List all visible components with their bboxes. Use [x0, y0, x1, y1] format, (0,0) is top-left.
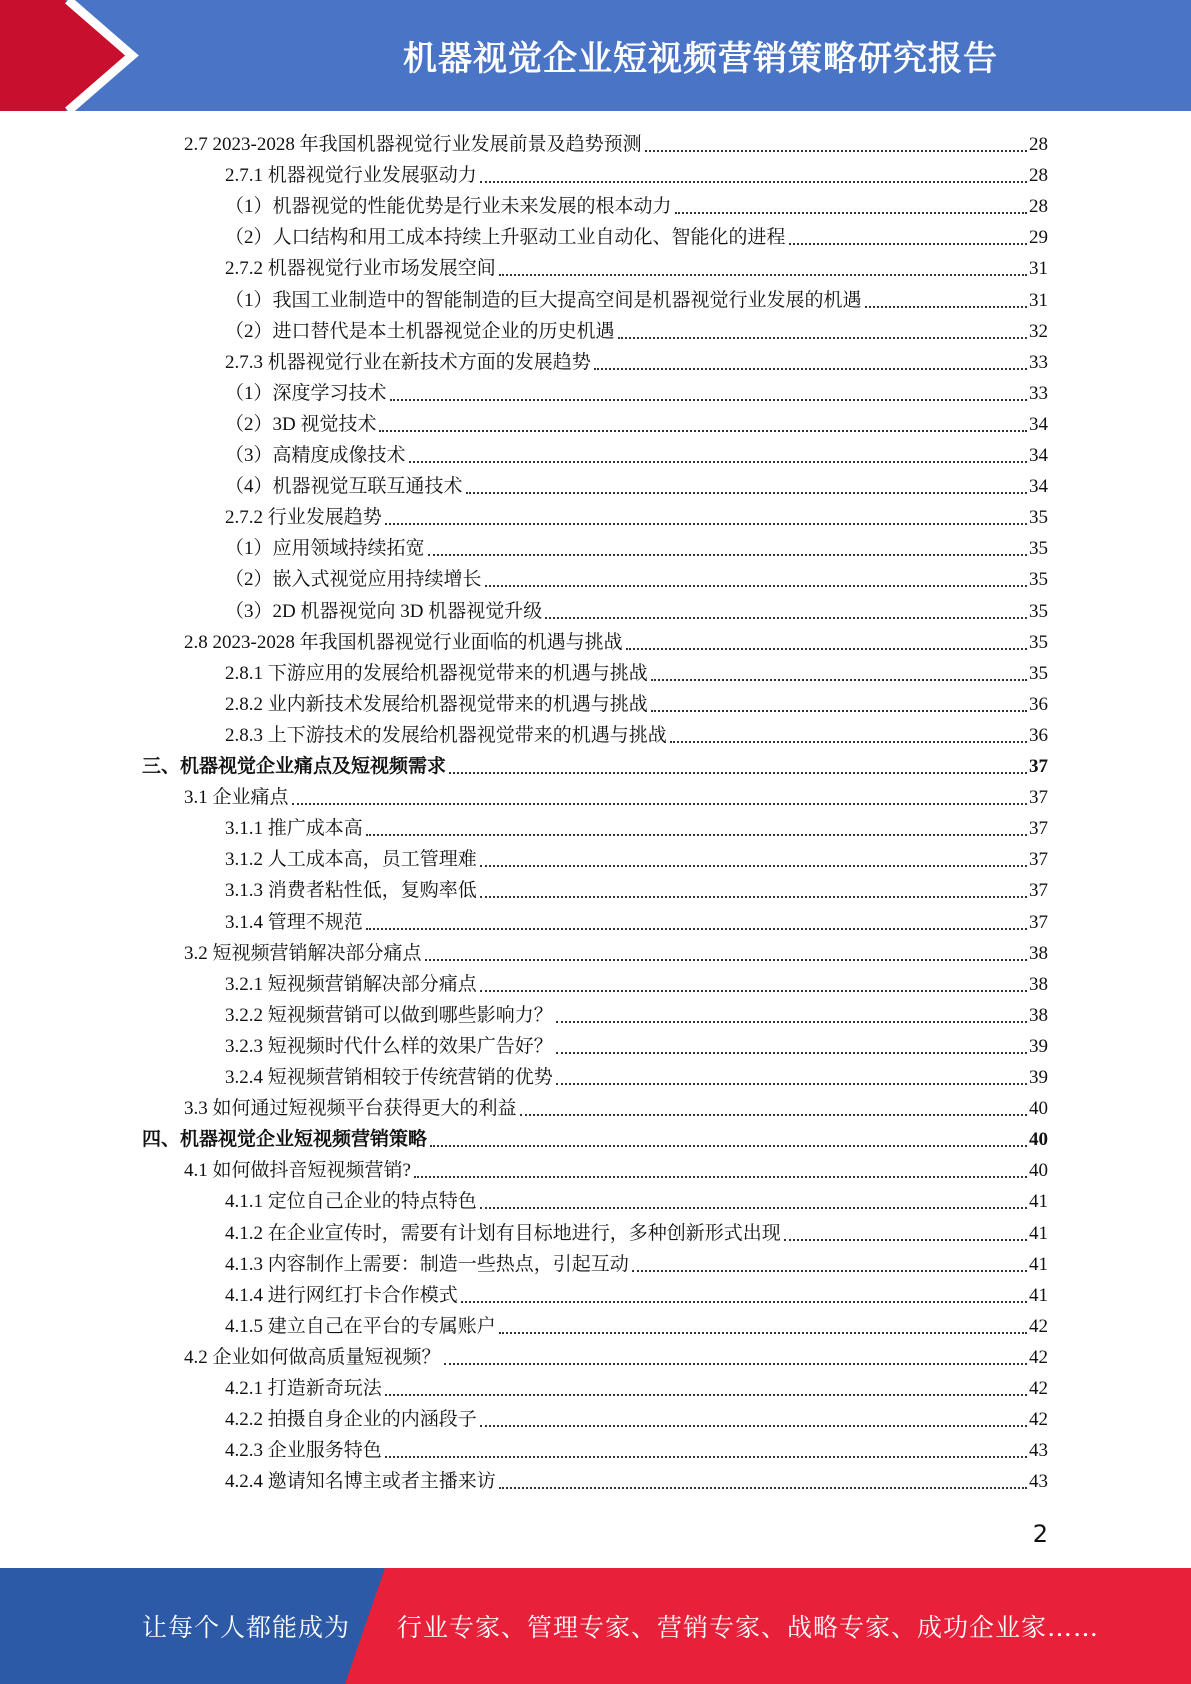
- toc-dot-leader: [651, 679, 1027, 681]
- toc-entry-page: 35: [1029, 631, 1048, 653]
- toc-dot-leader: [366, 928, 1027, 930]
- toc-dot-leader: [670, 741, 1027, 743]
- toc-entry-label: 3.2.4 短视频营销相较于传统营销的优势: [225, 1067, 553, 1088]
- toc-dot-leader: [865, 306, 1027, 308]
- page-number: 2: [1032, 1520, 1048, 1548]
- toc-entry[interactable]: [225, 1247, 1048, 1278]
- toc-entry-page: 35: [1029, 507, 1048, 529]
- toc-entry-label: 4.1.4 进行网红打卡合作模式: [225, 1284, 458, 1306]
- toc-dot-leader: [632, 1270, 1027, 1272]
- toc-entry-label: 3.1.1 推广成本高: [225, 818, 363, 840]
- footer-slogan-right: 行业专家、管理专家、营销专家、战略专家、成功企业家……: [397, 1613, 1100, 1642]
- toc-entry-page: 42: [1029, 1315, 1048, 1337]
- toc-entry[interactable]: [225, 438, 1048, 469]
- toc-entry-label: （4）机器视觉互联互通技术: [225, 476, 463, 498]
- toc-entry[interactable]: [225, 905, 1048, 936]
- toc-dot-leader: [480, 1207, 1027, 1209]
- toc-dot-leader: [449, 772, 1027, 774]
- toc-entry-page: 41: [1029, 1191, 1048, 1213]
- toc-entry[interactable]: [225, 1060, 1048, 1091]
- toc-dot-leader: [414, 1176, 1027, 1178]
- toc-dot-leader: [499, 1332, 1027, 1334]
- toc-entry-page: 39: [1029, 1067, 1048, 1088]
- toc-entry-label: （2）人口结构和用工成本持续上升驱动工业自动化、智能化的进程: [225, 227, 786, 249]
- toc-entry-label: 4.1 如何做抖音短视频营销?: [184, 1160, 411, 1182]
- toc-dot-leader: [292, 803, 1027, 805]
- toc-entry-page: 42: [1029, 1346, 1048, 1368]
- toc-entry-page: 43: [1029, 1440, 1048, 1462]
- toc-dot-leader: [499, 274, 1027, 276]
- toc-entry[interactable]: [225, 220, 1048, 251]
- toc-entry-label: 4.1.1 定位自己企业的特点特色: [225, 1191, 477, 1213]
- toc-entry[interactable]: [225, 656, 1048, 687]
- toc-dot-leader: [789, 243, 1027, 245]
- toc-entry-label: （1）机器视觉的性能优势是行业未来发展的根本动力: [225, 196, 672, 218]
- toc-entry-label: 2.7.2 行业发展趋势: [225, 507, 382, 529]
- toc-entry-page: 37: [1029, 849, 1048, 871]
- toc-dot-leader: [480, 865, 1027, 867]
- toc-entry-page: 41: [1029, 1222, 1048, 1244]
- toc-entry-page: 35: [1029, 569, 1048, 591]
- toc-entry-page: 36: [1029, 693, 1048, 715]
- toc-entry-page: 43: [1029, 1471, 1048, 1493]
- toc-entry[interactable]: [225, 407, 1048, 438]
- toc-entry[interactable]: [184, 625, 1048, 656]
- toc-dot-leader: [485, 585, 1027, 587]
- toc-entry-page: 34: [1029, 476, 1048, 498]
- toc-dot-leader: [594, 368, 1027, 370]
- toc-entry-page: 37: [1029, 880, 1048, 902]
- toc-dot-leader: [379, 430, 1027, 432]
- header-chevron-icon: [0, 0, 160, 111]
- toc-entry-page: 42: [1029, 1409, 1048, 1431]
- toc-entry-page: 40: [1029, 1098, 1048, 1120]
- toc-entry-label: 2.8.1 下游应用的发展给机器视觉带来的机遇与挑战: [225, 662, 648, 684]
- toc-entry-label: 3.2.3 短视频时代什么样的效果广告好？: [225, 1035, 553, 1057]
- toc-dot-leader: [425, 959, 1027, 961]
- report-title: 机器视觉企业短视频营销策略研究报告: [403, 39, 998, 79]
- toc-entry[interactable]: [225, 251, 1048, 282]
- toc-entry-page: 37: [1029, 756, 1048, 777]
- toc-entry-label: 2.7 2023-2028 年我国机器视觉行业发展前景及趋势预测: [184, 134, 642, 155]
- toc-entry-label: 2.8 2023-2028 年我国机器视觉行业面临的机遇与挑战: [184, 631, 623, 653]
- toc-entry-page: 38: [1029, 942, 1048, 964]
- toc-entry-page: 41: [1029, 1284, 1048, 1306]
- toc-entry-label: 3.1.3 消费者粘性低，复购率低: [225, 880, 477, 902]
- toc-entry[interactable]: [225, 1309, 1048, 1340]
- toc-entry[interactable]: [184, 127, 1048, 158]
- toc-dot-leader: [430, 1145, 1027, 1147]
- toc-entry-label: 2.7.2 机器视觉行业市场发展空间: [225, 258, 496, 280]
- toc-entry-page: 35: [1029, 600, 1048, 622]
- toc-entry-label: 3.2 短视频营销解决部分痛点: [184, 942, 422, 964]
- toc-entry[interactable]: [184, 780, 1048, 811]
- toc-entry-label: 4.2 企业如何做高质量短视频？: [184, 1346, 441, 1368]
- toc-dot-leader: [444, 1363, 1027, 1365]
- toc-entry[interactable]: [225, 967, 1048, 998]
- toc-entry[interactable]: [225, 500, 1048, 531]
- toc-entry-label: 三、机器视觉企业痛点及短视频需求: [142, 756, 447, 777]
- toc-entry-page: 38: [1029, 1004, 1048, 1026]
- toc-entry-page: 31: [1029, 289, 1048, 311]
- toc-entry-page: 36: [1029, 724, 1048, 746]
- toc-entry-page: 28: [1029, 165, 1048, 187]
- toc-dot-leader: [626, 648, 1027, 650]
- toc-entry-label: 4.2.1 打造新奇玩法: [225, 1378, 382, 1399]
- toc-entry[interactable]: [225, 842, 1048, 873]
- toc-entry[interactable]: [225, 1464, 1048, 1495]
- toc-entry-page: 37: [1029, 818, 1048, 840]
- toc-entry[interactable]: [225, 562, 1048, 593]
- toc-entry-label: （2）嵌入式视觉应用持续增长: [225, 569, 482, 591]
- page-footer: [0, 1568, 1191, 1684]
- toc-entry-label: 2.7.3 机器视觉行业在新技术方面的发展趋势: [225, 351, 591, 373]
- toc-entry-label: 2.8.2 业内新技术发展给机器视觉带来的机遇与挑战: [225, 693, 648, 715]
- toc-entry-page: 29: [1029, 227, 1048, 249]
- toc-dot-leader: [545, 617, 1027, 619]
- toc-entry-label: 3.1.2 人工成本高，员工管理难: [225, 849, 477, 871]
- toc-entry-label: 3.1.4 管理不规范: [225, 911, 363, 933]
- toc-dot-leader: [428, 554, 1027, 556]
- toc-entry-page: 37: [1029, 787, 1048, 809]
- toc-entry-label: 4.1.3 内容制作上需要：制造一些热点，引起互动: [225, 1253, 629, 1275]
- toc-entry-label: （2）进口替代是本土机器视觉企业的历史机遇: [225, 320, 615, 342]
- toc-dot-leader: [480, 990, 1027, 992]
- toc-entry-page: 40: [1029, 1160, 1048, 1182]
- toc-entry[interactable]: [225, 998, 1048, 1029]
- toc-dot-leader: [556, 1083, 1027, 1085]
- toc-entry-page: 38: [1029, 973, 1048, 995]
- toc-entry[interactable]: [225, 314, 1048, 345]
- toc-dot-leader: [390, 399, 1027, 401]
- toc-entry-label: （2）3D 视觉技术: [225, 413, 377, 435]
- toc-entry[interactable]: [225, 873, 1048, 904]
- toc-entry-page: 33: [1029, 382, 1048, 404]
- toc-entry[interactable]: [225, 811, 1048, 842]
- toc-entry-label: 4.2.2 拍摄自身企业的内涵段子: [225, 1409, 477, 1431]
- toc-dot-leader: [385, 1394, 1027, 1396]
- toc-entry[interactable]: [225, 1216, 1048, 1247]
- toc-entry-label: 4.2.3 企业服务特色: [225, 1440, 382, 1462]
- toc-entry[interactable]: [225, 687, 1048, 718]
- toc-dot-leader: [645, 150, 1027, 152]
- toc-dot-leader: [480, 896, 1027, 898]
- toc-entry[interactable]: [225, 531, 1048, 562]
- toc-dot-leader: [556, 1052, 1027, 1054]
- toc-entry-label: 2.7.1 机器视觉行业发展驱动力: [225, 165, 477, 187]
- toc-entry[interactable]: [142, 1122, 1048, 1153]
- toc-entry[interactable]: [225, 1371, 1048, 1402]
- toc-dot-leader: [675, 212, 1027, 214]
- toc-entry-page: 35: [1029, 538, 1048, 560]
- toc-entry-page: 41: [1029, 1253, 1048, 1275]
- toc-dot-leader: [385, 523, 1027, 525]
- toc-entry-page: 31: [1029, 258, 1048, 280]
- toc-entry[interactable]: [225, 376, 1048, 407]
- toc-entry-page: 34: [1029, 445, 1048, 466]
- toc-entry[interactable]: [184, 1091, 1048, 1122]
- toc-entry[interactable]: [184, 936, 1048, 967]
- toc-dot-leader: [556, 1021, 1027, 1023]
- toc-entry-page: 39: [1029, 1035, 1048, 1057]
- toc-entry-label: （3）高精度成像技术: [225, 445, 406, 466]
- toc-entry-page: 40: [1029, 1129, 1048, 1151]
- toc-entry[interactable]: [225, 189, 1048, 220]
- toc-entry-label: 3.2.1 短视频营销解决部分痛点: [225, 973, 477, 995]
- toc-entry[interactable]: [184, 1340, 1048, 1371]
- toc-entry-label: 4.1.5 建立自己在平台的专属账户: [225, 1315, 496, 1337]
- toc-entry[interactable]: [225, 1402, 1048, 1433]
- toc-entry[interactable]: [225, 1029, 1048, 1060]
- toc-entry-page: 34: [1029, 413, 1048, 435]
- toc-dot-leader: [480, 181, 1027, 183]
- toc-entry[interactable]: [225, 594, 1048, 625]
- toc-entry[interactable]: [225, 1278, 1048, 1309]
- toc-entry[interactable]: [225, 1184, 1048, 1215]
- toc-entry-label: 2.8.3 上下游技术的发展给机器视觉带来的机遇与挑战: [225, 724, 667, 746]
- toc-entry-page: 33: [1029, 351, 1048, 373]
- toc-entry-page: 28: [1029, 134, 1048, 155]
- footer-slogan-left: 让每个人都能成为: [142, 1613, 351, 1642]
- toc-dot-leader: [385, 1456, 1027, 1458]
- toc-dot-leader: [618, 337, 1027, 339]
- toc-entry[interactable]: [142, 749, 1048, 780]
- toc-entry[interactable]: [225, 469, 1048, 500]
- toc-entry[interactable]: [225, 283, 1048, 314]
- toc-entry-label: 3.2.2 短视频营销可以做到哪些影响力？: [225, 1004, 553, 1026]
- toc-dot-leader: [466, 492, 1027, 494]
- toc-entry-label: 四、机器视觉企业短视频营销策略: [142, 1129, 428, 1151]
- toc-entry-label: （1）应用领域持续拓宽: [225, 538, 425, 560]
- toc-dot-leader: [520, 1114, 1027, 1116]
- toc-entry-page: 35: [1029, 662, 1048, 684]
- toc-entry-label: （1）深度学习技术: [225, 382, 387, 404]
- toc-entry-label: 4.2.4 邀请知名博主或者主播来访: [225, 1471, 496, 1493]
- toc-entry[interactable]: [184, 1153, 1048, 1184]
- toc-dot-leader: [366, 834, 1027, 836]
- toc-entry-label: 3.1 企业痛点: [184, 787, 289, 809]
- toc-entry[interactable]: [225, 1433, 1048, 1464]
- toc-entry-page: 42: [1029, 1378, 1048, 1399]
- toc-entry-page: 32: [1029, 320, 1048, 342]
- toc-dot-leader: [651, 710, 1027, 712]
- toc-entry[interactable]: [225, 718, 1048, 749]
- toc-dot-leader: [480, 1425, 1027, 1427]
- toc-dot-leader: [784, 1239, 1027, 1241]
- page-header: [0, 0, 1191, 111]
- toc-dot-leader: [461, 1301, 1027, 1303]
- toc-entry-label: 3.3 如何通过短视频平台获得更大的利益: [184, 1098, 517, 1120]
- toc-dot-leader: [409, 461, 1027, 463]
- toc-entry-label: （1）我国工业制造中的智能制造的巨大提高空间是机器视觉行业发展的机遇: [225, 289, 862, 311]
- toc-entry[interactable]: [225, 345, 1048, 376]
- toc-entry-label: （3）2D 机器视觉向 3D 机器视觉升级: [225, 600, 543, 622]
- toc-entry-label: 4.1.2 在企业宣传时，需要有计划有目标地进行，多种创新形式出现: [225, 1222, 781, 1244]
- toc-entry-page: 37: [1029, 911, 1048, 933]
- toc-entry[interactable]: [225, 158, 1048, 189]
- toc-entry-page: 28: [1029, 196, 1048, 218]
- toc-dot-leader: [499, 1487, 1027, 1489]
